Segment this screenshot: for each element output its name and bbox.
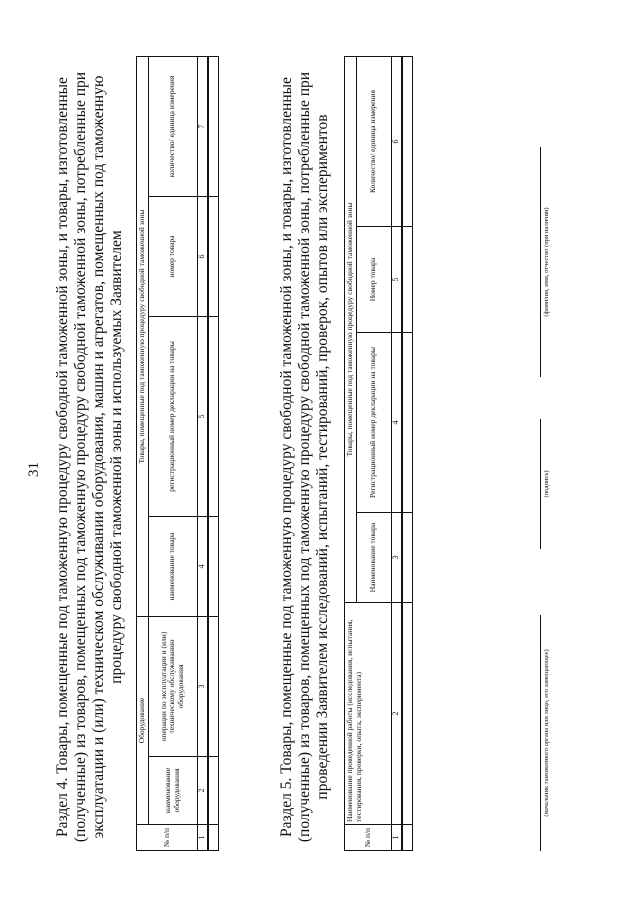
signature-name-caption: (фамилия, имя, отчество (при наличии): [540, 147, 550, 377]
header-num: № п/п: [137, 825, 198, 851]
column-number: 4: [197, 516, 208, 616]
header-reg-number: Регистрационный номер декларации на товары: [356, 333, 391, 513]
empty-cell: [208, 316, 219, 516]
section-4-table: [136, 56, 219, 851]
column-number: 2: [391, 603, 402, 825]
header-goods-group: Товары, помещенные под таможенную процедуру свободной таможенной зоны: [137, 56, 149, 616]
table-row: [402, 56, 413, 850]
column-number: 6: [391, 56, 402, 226]
header-goods-name: Наименование товара: [356, 513, 391, 603]
column-number: 4: [391, 333, 402, 513]
empty-cell: [208, 825, 219, 851]
header-quantity: количество/ единица измерения: [148, 56, 197, 196]
header-reg-number: регистрационный номер декларации на товары: [148, 316, 197, 516]
header-equipment-name: наименование оборудования: [148, 757, 197, 825]
table-row: [208, 56, 219, 850]
column-number: 2: [197, 757, 208, 825]
empty-cell: [402, 333, 413, 513]
header-goods-number: Номер товара: [356, 227, 391, 333]
column-number: 6: [197, 196, 208, 316]
header-goods-name: наименование товара: [148, 516, 197, 616]
signature-caption: (подпись): [540, 419, 550, 549]
section-4-title: Раздел 4. Товары, помещенные под таможенную процедуру свободной таможенной зоны, и товары, изготовленные (полученные) из товаров, помещенных под таможенную процедуру свободной таможенной зоны, потребленные при эксплуатации и (или) техническом обслуживании оборудования, машин и агрегатов, помещенных под таможенную процедуру свободной таможенной зоны и используемых Заявителем: [54, 71, 125, 843]
header-operation: операции по эксплуатации и (или) техническому обслуживанию оборудования: [148, 616, 197, 756]
column-number: 1: [391, 825, 402, 851]
section-5-table: [344, 56, 413, 851]
header-work-name: Наименование проведенной работы (исследования, испытания, тестирования, проверки, опыта, эксперимента): [345, 603, 392, 825]
empty-cell: [402, 56, 413, 226]
column-number: 1: [197, 825, 208, 851]
column-number: 7: [197, 56, 208, 196]
empty-cell: [208, 196, 219, 316]
header-goods-number: номер товара: [148, 196, 197, 316]
column-number: 3: [391, 513, 402, 603]
empty-cell: [208, 616, 219, 756]
empty-cell: [208, 56, 219, 196]
empty-cell: [402, 825, 413, 851]
empty-cell: [402, 227, 413, 333]
signature-official-caption: (начальник таможенного органа или лицо, его замещающее): [540, 615, 550, 851]
header-quantity: Количество/ единица измерения: [356, 56, 391, 226]
header-goods-group: Товары, помещенные под таможенную процедуру свободной таможенной зоны: [345, 56, 357, 602]
empty-cell: [402, 513, 413, 603]
column-number: 3: [197, 616, 208, 756]
section-5-title: Раздел 5. Товары, помещенные под таможенную процедуру свободной таможенной зоны, и товары, изготовленные (полученные) из товаров, помещенных под таможенную процедуру свободной таможенной зоны, потребленные при проведении Заявителем исследований, испытаний, тестирований, проверок, опытов или экспериментов: [278, 71, 331, 843]
header-num: № п/п: [345, 825, 392, 851]
header-equipment-group: Оборудование: [137, 616, 149, 824]
empty-cell: [402, 603, 413, 825]
empty-cell: [208, 516, 219, 616]
column-number: 5: [197, 316, 208, 516]
rotated-sheet: [20, 17, 620, 897]
empty-cell: [208, 757, 219, 825]
column-number: 5: [391, 227, 402, 333]
page-number: 31: [26, 462, 42, 477]
